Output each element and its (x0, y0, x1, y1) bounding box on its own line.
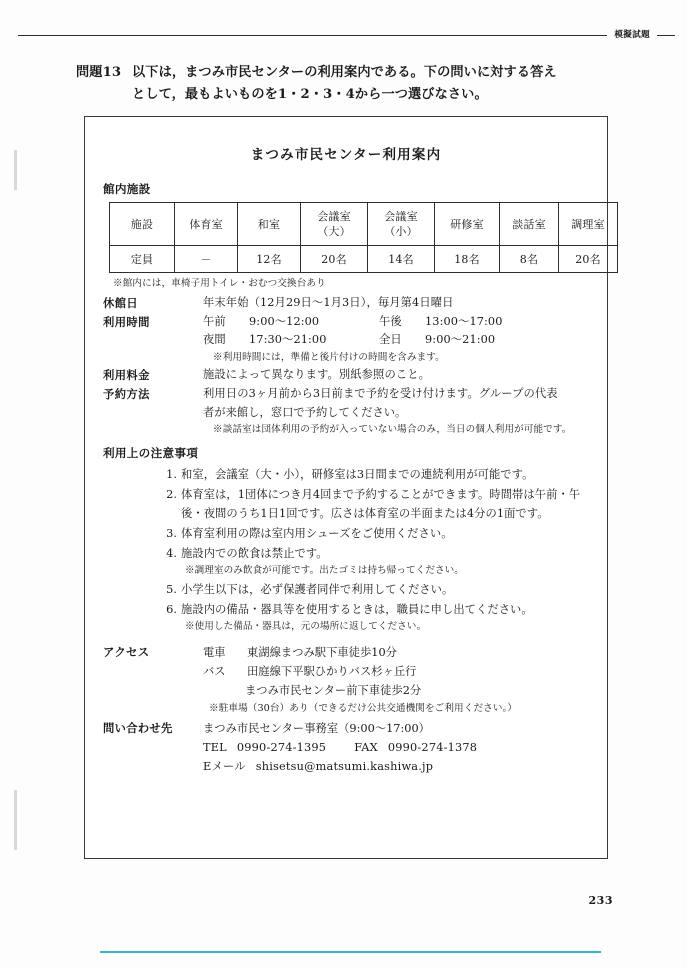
access-bus-mode: バス (203, 665, 226, 678)
table-row-header-facility: 施設 (110, 203, 175, 246)
tel-label: TEL (203, 741, 227, 754)
fax-label: FAX (354, 741, 378, 754)
table-col-meeting-room-small: 会議室 （小） (368, 203, 435, 246)
capacity-japanese-room: 12名 (238, 246, 301, 273)
capacity-gym: － (175, 246, 238, 273)
running-head (18, 28, 675, 42)
table-col-japanese-room: 和室 (238, 203, 301, 246)
list-item (159, 544, 581, 579)
hours-daytime (203, 313, 591, 331)
list-item (159, 524, 581, 543)
hours-row (103, 313, 591, 349)
question-number: 問題13 (76, 65, 122, 80)
footer-accent-rule (100, 951, 601, 953)
access-train-value: 東湖線まつみ駅下車徒歩10分 (247, 646, 397, 659)
fees-row (103, 366, 591, 384)
caution-text: 体育室は，1団体につき月4回まで予約することができます。時間帯は午前・午後・夜間のうち1日1回です。広さは体育室の半面または4分の1面です。 (181, 488, 581, 520)
closed-days-row (103, 294, 591, 312)
capacity-training-room: 18名 (435, 246, 500, 273)
page-number: 233 (588, 894, 613, 907)
fax-value: 0990-274-1378 (387, 741, 478, 754)
question-text-line1: 以下は，まつみ市民センターの利用案内である。下の問いに対する答え (132, 65, 557, 80)
access-label-spacer (103, 662, 203, 681)
table-col-gym: 体育室 (175, 203, 238, 246)
hours-morning-label: 午前 (203, 315, 226, 328)
caution-text: 体育室利用の際は室内用シューズをご使用ください。 (181, 527, 453, 540)
list-item (159, 600, 581, 635)
caution-note: ※調理室のみ飲食が可能です。出たゴミは持ち帰ってください。 (185, 565, 464, 576)
access-bus-value-line1: 田庭線下平駅ひかりバス杉ヶ丘行 (247, 665, 417, 678)
access-note: ※駐車場（30台）あり（できるだけ公共交通機関をご利用ください。） (209, 703, 518, 714)
hours-afternoon-value: 13:00〜17:00 (425, 315, 503, 328)
fees-value: 施設によって異なります。別紙参照のこと。 (203, 368, 431, 381)
capacity-meeting-room-large: 20名 (301, 246, 368, 273)
fees-label: 利用料金 (103, 368, 150, 382)
caution-text: 小学生以下は，必ず保護者同伴で利用してください。 (181, 583, 454, 596)
running-head-label: 模擬試題 (614, 30, 650, 40)
email-value: shisetsu@matsumi.kashiwa.jp (255, 760, 434, 773)
caution-text: 和室，会議室（大・小），研修室は3日間までの連続利用が可能です。 (181, 468, 534, 481)
question-text-line2: として，最もよいものを1・2・3・4から一つ選びなさい。 (132, 87, 488, 102)
question-stem (76, 62, 616, 106)
reservation-note: ※談話室は団体利用の予約が入っていない場合のみ，当日の個人利用が可能です。 (213, 424, 572, 435)
closed-days-value: 年末年始（12月29日〜1月3日），毎月第4日曜日 (203, 296, 454, 309)
list-item (159, 580, 581, 599)
hours-evening-value: 17:30〜21:00 (249, 333, 327, 346)
hours-note: ※利用時間には，準備と後片付けの時間を含みます。 (213, 352, 445, 363)
facilities-heading: 館内施設 (103, 182, 151, 196)
caution-note: ※使用した備品・器具は，元の場所に返してください。 (185, 621, 427, 632)
scan-edge-artifact-top (14, 150, 17, 190)
notice-box (84, 116, 608, 859)
reservation-row (103, 385, 591, 403)
table-row-header-capacity: 定員 (110, 246, 175, 273)
access-bus-value-line2: まつみ市民センター前下車徒歩2分 (245, 684, 422, 697)
table-row (110, 246, 618, 273)
access-train-row (103, 643, 591, 662)
capacity-kitchen: 20名 (559, 246, 618, 273)
table-col-lounge: 談話室 (500, 203, 559, 246)
hours-allday-label: 全日 (379, 333, 402, 346)
running-head-rule-right (657, 35, 675, 36)
closed-days-label: 休館日 (103, 296, 139, 310)
facilities-note: ※館内には，車椅子用トイレ・おむつ交換台あり (113, 278, 326, 289)
contact-email-line (203, 757, 591, 776)
table-header-row (110, 203, 618, 246)
hours-morning-value: 9:00〜12:00 (249, 315, 320, 328)
hours-values (203, 313, 591, 349)
running-head-rule-left (18, 35, 607, 36)
hours-evening-label: 夜間 (203, 333, 226, 346)
reservation-value-line2: 者が来館し，窓口で予約してください。 (203, 406, 407, 419)
contact-label: 問い合わせ先 (103, 721, 173, 735)
table-col-meeting-room-large: 会議室 （大） (301, 203, 368, 246)
contact-office: まつみ市民センター事務室（9:00〜17:00） (203, 722, 430, 735)
capacity-lounge: 8名 (500, 246, 559, 273)
cautions-list (101, 465, 591, 635)
caution-text: 施設内の備品・器具等を使用するときは，職員に申し出てください。 (181, 603, 533, 616)
caution-text: 施設内での飲食は禁止です。 (181, 547, 328, 560)
notice-title: まつみ市民センター利用案内 (250, 147, 442, 163)
hours-nighttime (203, 331, 591, 349)
facilities-table (109, 202, 618, 273)
tel-value: 0990-274-1395 (236, 741, 327, 754)
hours-label: 利用時間 (103, 315, 150, 329)
list-item (159, 465, 581, 484)
reservation-value-line1: 利用日の3ヶ月前から3日前まで予約を受け付けます。グループの代表 (203, 387, 558, 400)
access-bus-row (103, 662, 591, 681)
table-col-training-room: 研修室 (435, 203, 500, 246)
cautions-heading: 利用上の注意事項 (103, 446, 199, 460)
email-label: Eメール (203, 760, 246, 773)
scan-edge-artifact-bottom (14, 790, 17, 850)
access-train-mode: 電車 (203, 646, 226, 659)
table-col-kitchen: 調理室 (559, 203, 618, 246)
access-label: アクセス (103, 645, 150, 659)
contact-phone-line (203, 738, 591, 757)
capacity-meeting-room-small: 14名 (368, 246, 435, 273)
hours-afternoon-label: 午後 (379, 315, 402, 328)
list-item (159, 485, 581, 523)
contact-row (103, 719, 591, 738)
hours-allday-value: 9:00〜21:00 (425, 333, 496, 346)
reservation-label: 予約方法 (103, 387, 150, 401)
